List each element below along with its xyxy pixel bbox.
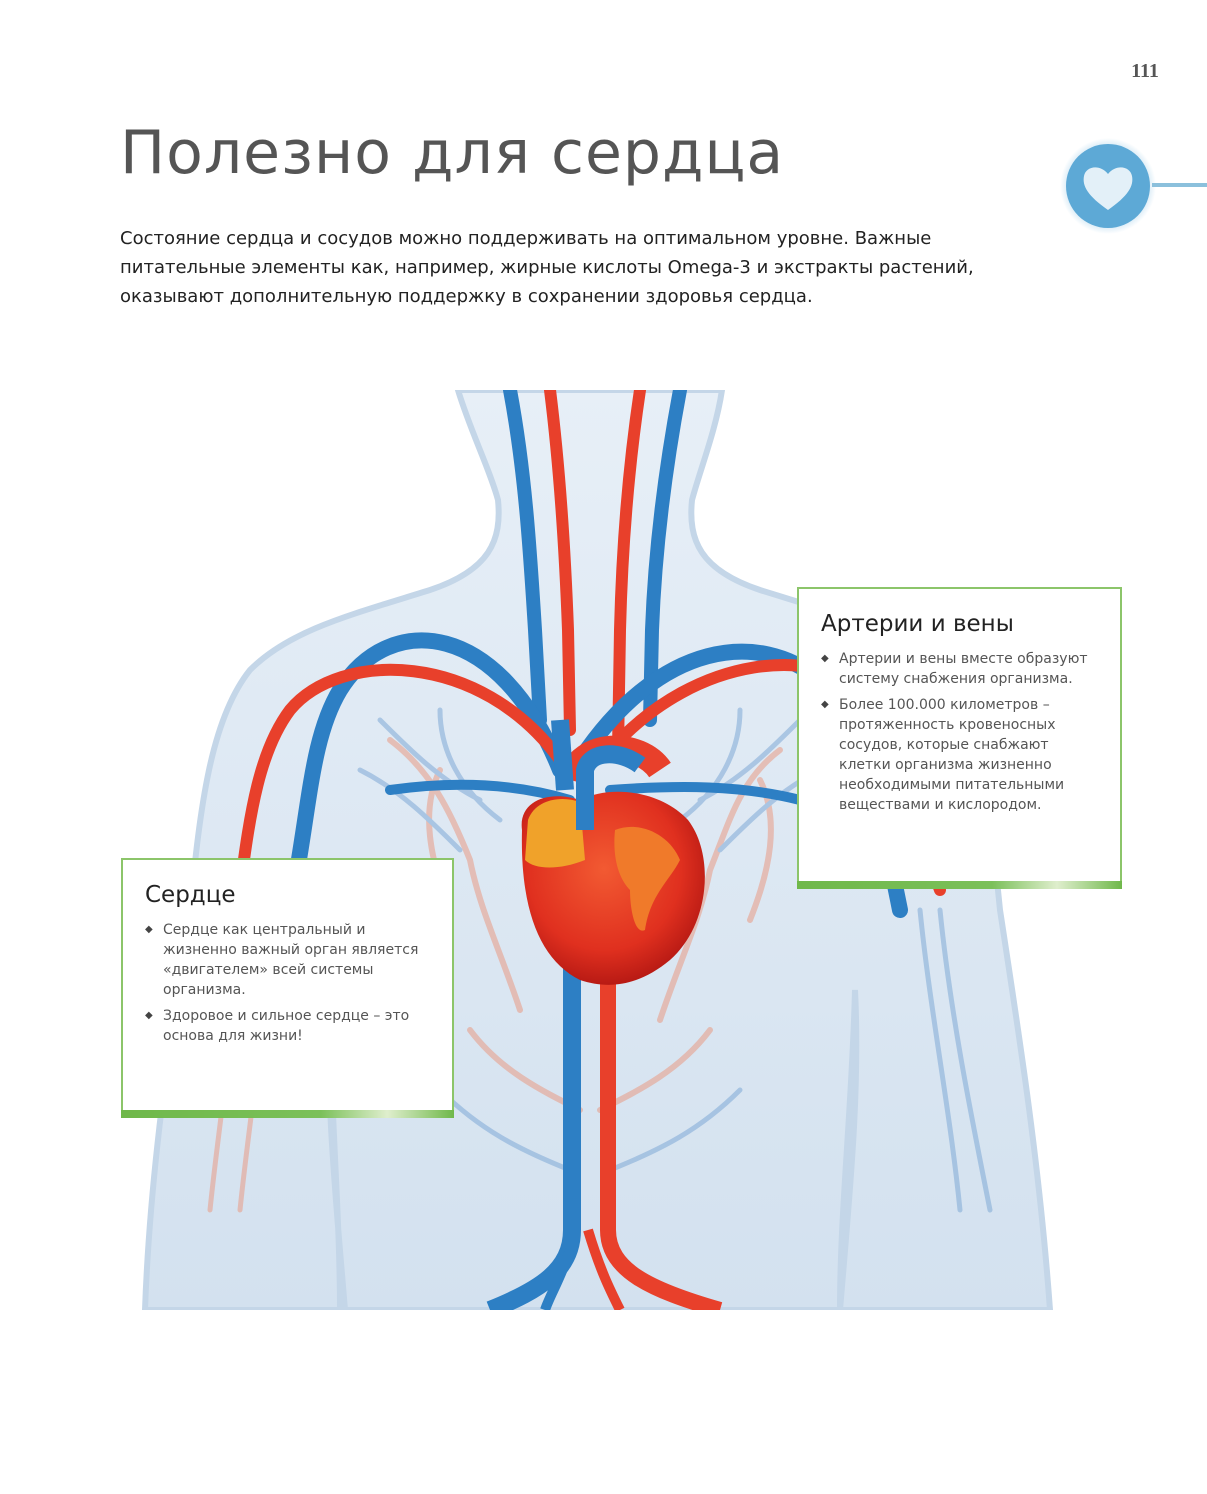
- arteries-box-list: [821, 649, 1098, 815]
- diamond-bullet-icon: ◆: [145, 924, 153, 935]
- box-accent-bar: [797, 881, 1122, 889]
- heart-icon: [1058, 138, 1158, 238]
- badge-connector-line: [1152, 183, 1207, 187]
- list-item: [145, 1006, 430, 1046]
- list-item: [145, 920, 430, 1000]
- diamond-bullet-icon: ◆: [145, 1010, 153, 1021]
- heart-box-list: [145, 920, 430, 1046]
- list-item: [821, 649, 1098, 689]
- arteries-info-box: [797, 587, 1122, 889]
- arteries-box-title: Артерии и вены: [821, 611, 1014, 637]
- box-accent-bar: [121, 1110, 454, 1118]
- diamond-bullet-icon: ◆: [821, 699, 829, 710]
- list-item-text: Сердце как центральный и жизненно важный орган является «двигателем» всей системы организма.: [163, 922, 419, 998]
- list-item-text: Артерии и вены вместе образуют систему снабжения организма.: [839, 651, 1088, 687]
- list-item-text: Более 100.000 километров – протяженность кровеносных сосудов, которые снабжают клетки организма жизненно необходимыми питательными веществами и кислородом.: [839, 697, 1065, 813]
- diamond-bullet-icon: ◆: [821, 653, 829, 664]
- heart-box-title: Сердце: [145, 882, 236, 908]
- list-item: [821, 695, 1098, 815]
- list-item-text: Здоровое и сильное сердце – это основа для жизни!: [163, 1008, 410, 1044]
- heart-info-box: [121, 858, 454, 1118]
- intro-paragraph: Состояние сердца и сосудов можно поддерживать на оптимальном уровне. Важные питательные элементы как, например, жирные кислоты Omega-3 и экстракты растений, оказывают дополнительную поддержку в сохранении здоровья сердца.: [120, 228, 974, 307]
- page-title: Полезно для сердца: [120, 118, 785, 188]
- page-number: 111: [1131, 60, 1159, 82]
